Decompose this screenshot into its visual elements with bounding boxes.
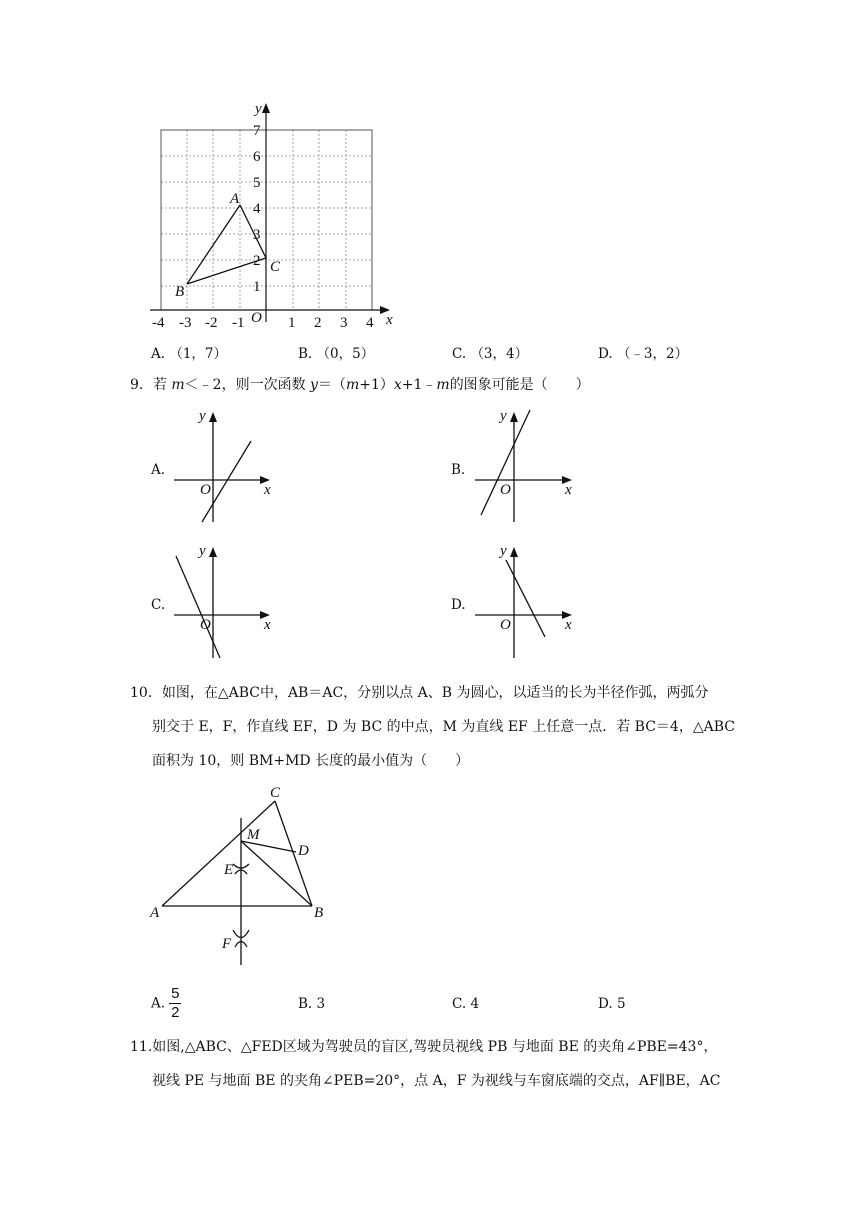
q9-option-a-label: A. bbox=[151, 462, 166, 478]
point-b-label: B bbox=[175, 284, 185, 300]
y-axis-label: y bbox=[255, 101, 262, 117]
q10-line-2: 别交于 E，F，作直线 EF，D 为 BC 的中点，M 为直线 EF 上任意一点．若 BC＝4，△ABC bbox=[152, 719, 735, 735]
y-axis-label: y bbox=[199, 408, 206, 424]
x-tick: 3 bbox=[340, 315, 348, 331]
origin-label: O bbox=[200, 617, 211, 633]
q11-line-2: 视线 PE 与地面 BE 的夹角∠PEB=20°，点 A，F 为视线与车窗底端的交点，AF∥BE，AC bbox=[152, 1073, 721, 1089]
q10-option-a: A. $\frac{5}{2}$ bbox=[151, 985, 180, 1021]
y-tick: 4 bbox=[253, 201, 261, 217]
q8-option-a: A. （1，7） bbox=[151, 346, 228, 362]
q10-option-b: B. 3 bbox=[298, 996, 326, 1012]
q11-line-1: 11.如图,△ABC、△FED区域为驾驶员的盲区,驾驶员视线 PB 与地面 BE 的夹角∠PBE=43°， bbox=[130, 1039, 718, 1055]
y-tick: 5 bbox=[253, 175, 261, 191]
y-axis-label: y bbox=[500, 543, 507, 559]
y-tick: 3 bbox=[253, 227, 261, 243]
q9-graph-b bbox=[470, 405, 580, 525]
x-tick: -3 bbox=[179, 315, 192, 331]
q9-b-line bbox=[481, 410, 530, 515]
label-m: M bbox=[247, 827, 260, 843]
label-c: C bbox=[270, 785, 281, 801]
y-axis-label: y bbox=[500, 408, 507, 424]
q9-graph-c bbox=[170, 540, 280, 662]
x-axis-label: x bbox=[386, 312, 393, 328]
x-axis-label: x bbox=[565, 617, 572, 633]
label-e: E bbox=[224, 862, 234, 878]
origin-label: O bbox=[500, 482, 511, 498]
q9-graph-d bbox=[470, 540, 580, 662]
q9-question: 9．若 m＜﹣2，则一次函数 y＝（m+1）x+1﹣m的图象可能是（ ） bbox=[130, 377, 590, 393]
x-tick: 2 bbox=[314, 315, 322, 331]
x-tick: 1 bbox=[288, 315, 296, 331]
y-axis-arrow bbox=[262, 103, 270, 113]
q9-graph-a bbox=[170, 405, 280, 525]
point-c-label: C bbox=[270, 259, 281, 275]
origin-label: O bbox=[200, 482, 211, 498]
label-b: B bbox=[314, 905, 324, 921]
q9-option-b-label: B. bbox=[451, 462, 466, 478]
y-tick: 6 bbox=[253, 149, 261, 165]
origin-label: O bbox=[500, 617, 511, 633]
q10-line-1: 10．如图，在△ABC中，AB＝AC，分别以点 A、B 为圆心，以适当的长为半径作弧，两弧分 bbox=[130, 685, 709, 701]
y-axis-label: y bbox=[199, 543, 206, 559]
q8-option-b: B. （0，5） bbox=[298, 346, 375, 362]
x-tick: -2 bbox=[205, 315, 218, 331]
q8-grid-figure bbox=[140, 100, 400, 332]
q9-option-d-label: D. bbox=[451, 597, 466, 613]
q9-d-line bbox=[506, 560, 545, 637]
q10-option-d: D. 5 bbox=[598, 996, 626, 1012]
x-axis-label: x bbox=[264, 482, 271, 498]
q10-triangle-figure bbox=[145, 780, 345, 970]
q10-option-c: C. 4 bbox=[452, 996, 480, 1012]
label-f: F bbox=[222, 936, 232, 952]
label-a: A bbox=[150, 905, 160, 921]
x-axis-label: x bbox=[565, 482, 572, 498]
q8-option-d: D. （﹣3，2） bbox=[598, 346, 689, 362]
fraction: $\frac{5}{2}$ bbox=[171, 985, 180, 1021]
label-d: D bbox=[298, 843, 309, 859]
y-tick: 2 bbox=[253, 253, 261, 269]
origin-label: O bbox=[251, 310, 262, 326]
x-tick: 4 bbox=[366, 315, 374, 331]
x-tick: -4 bbox=[152, 315, 165, 331]
q10-line-3: 面积为 10，则 BM+MD 长度的最小值为（ ） bbox=[152, 753, 470, 769]
x-tick: -1 bbox=[232, 315, 245, 331]
y-tick: 7 bbox=[253, 123, 261, 139]
q8-option-c: C. （3，4） bbox=[452, 346, 529, 362]
x-axis-label: x bbox=[264, 617, 271, 633]
point-a-label: A bbox=[230, 191, 240, 207]
q9-option-c-label: C. bbox=[151, 597, 166, 613]
y-tick: 1 bbox=[253, 279, 261, 295]
